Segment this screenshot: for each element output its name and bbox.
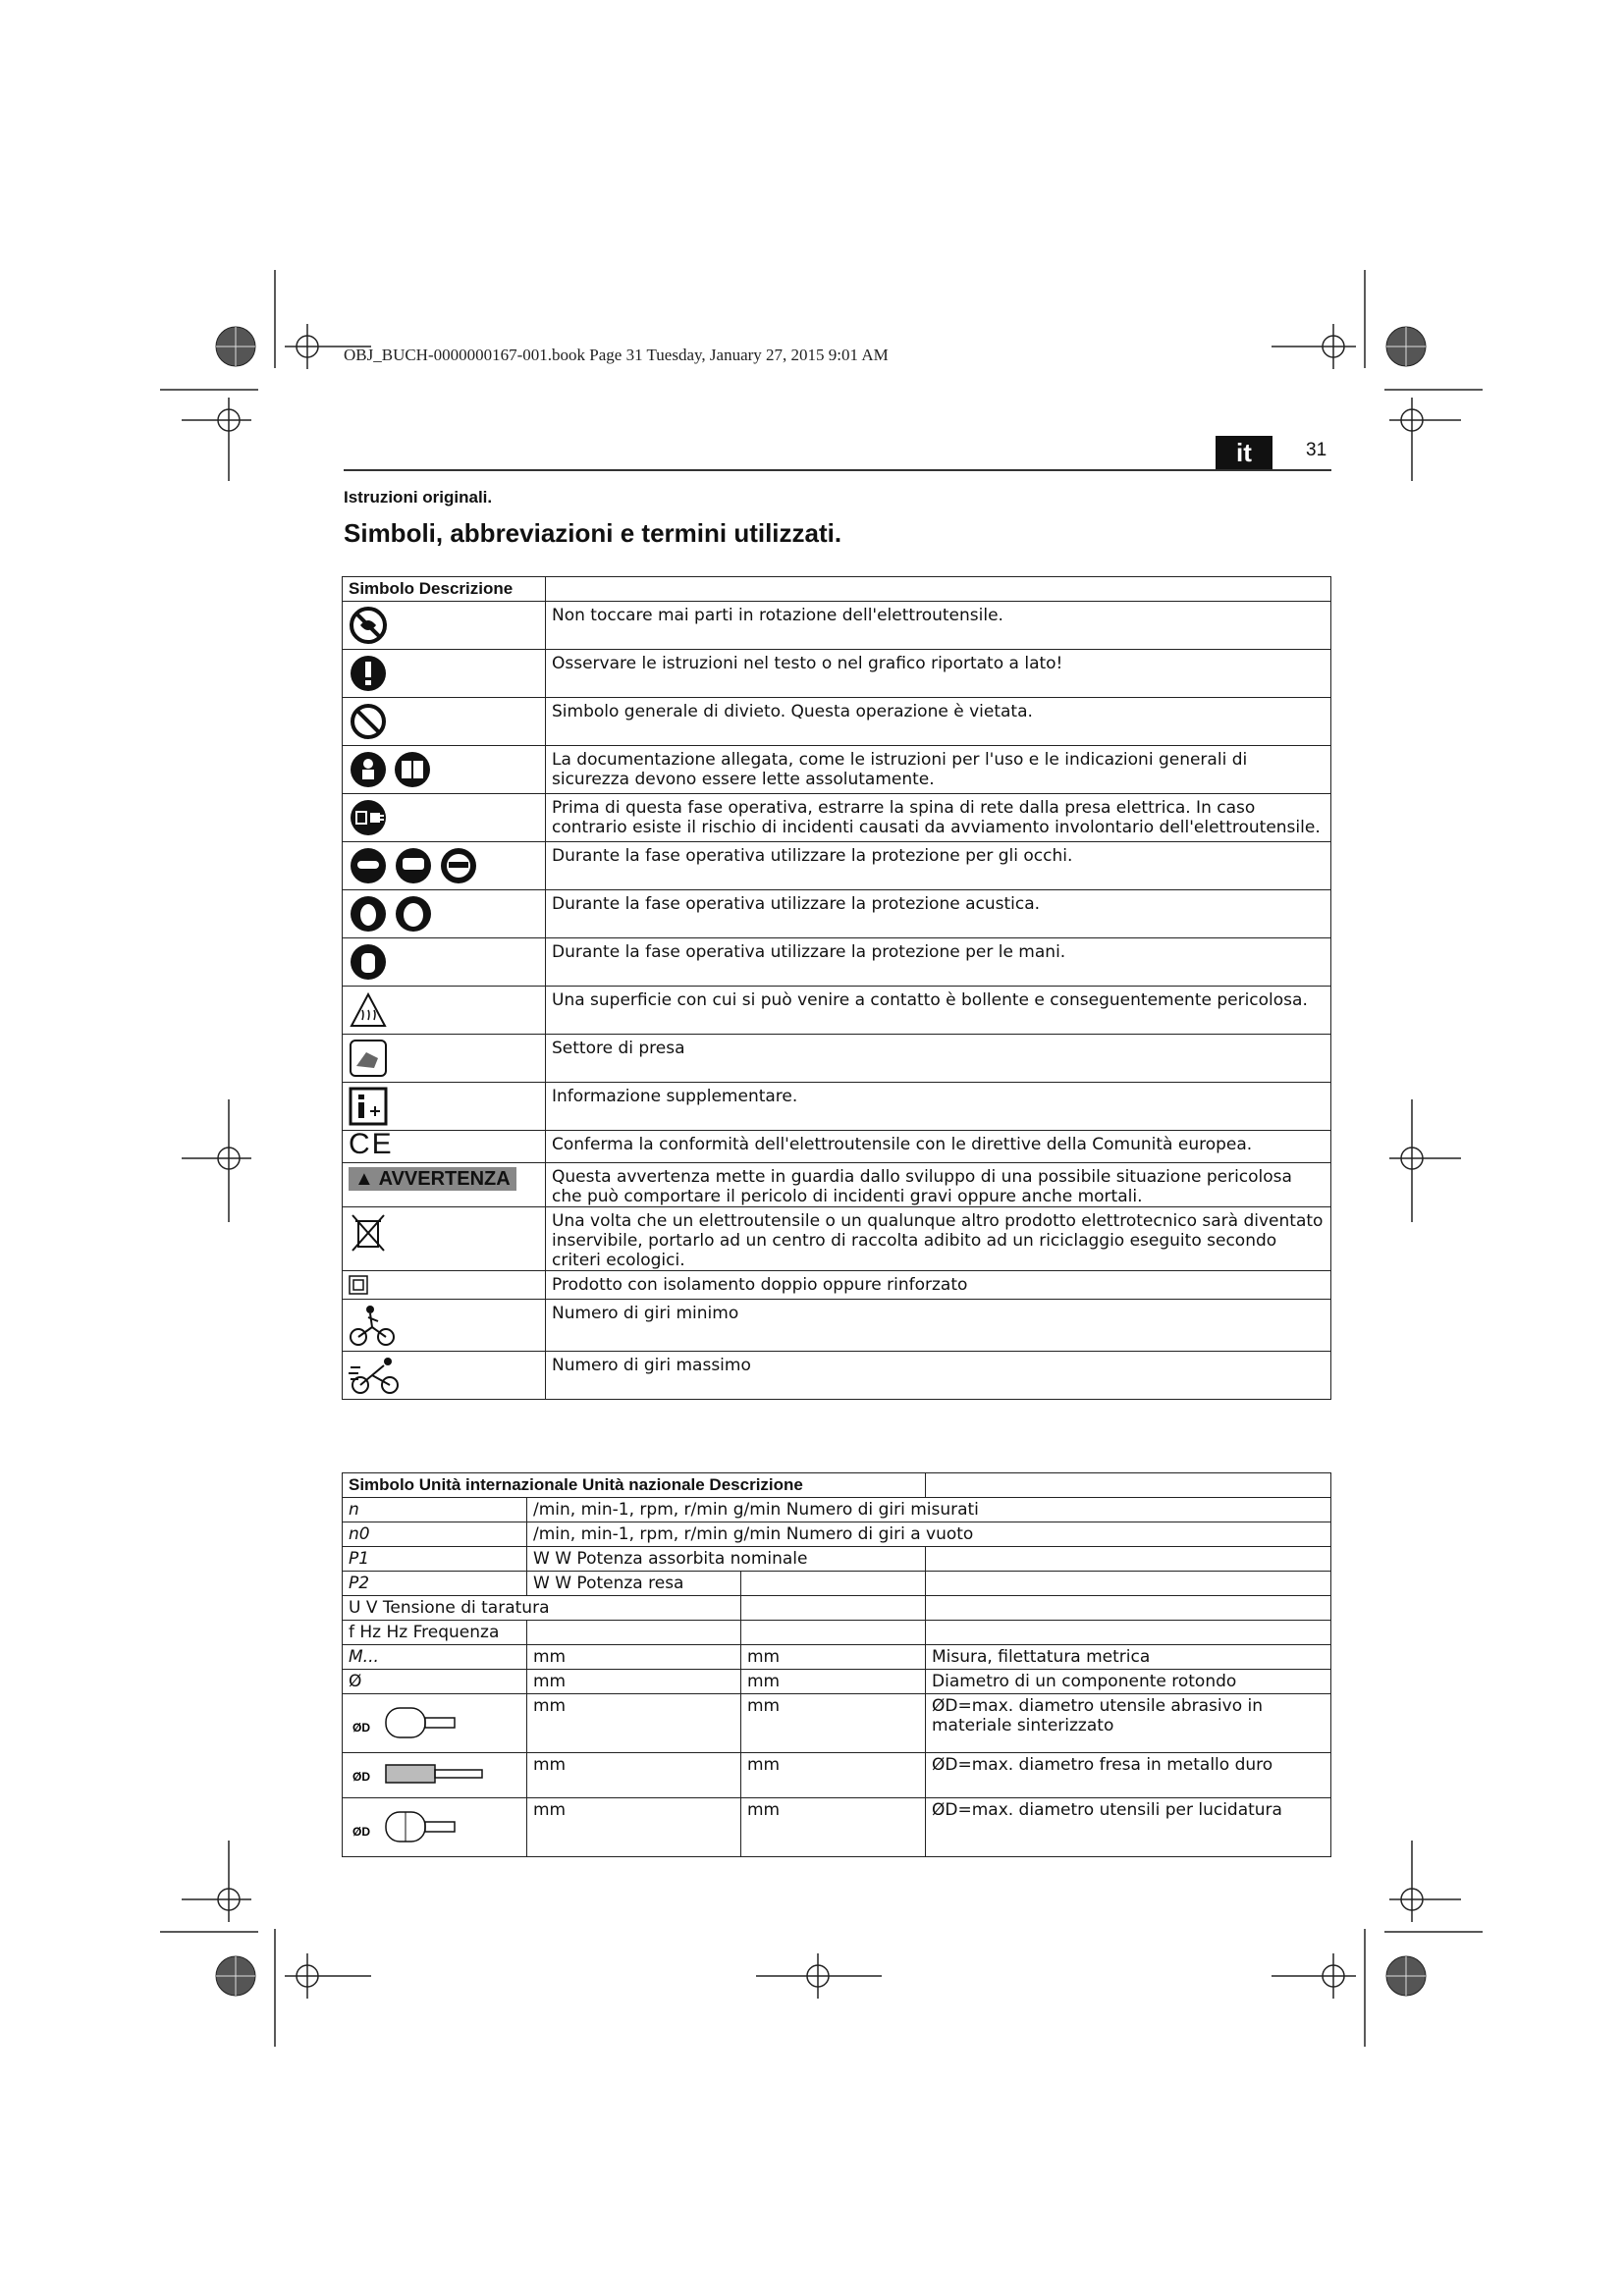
table-row [343, 1498, 1331, 1522]
row-description: Questa avvertenza mette in guardia dallo sviluppo di una possibile situazione pericolosa che può comportare il pericolo di incidenti gravi oppure anche mortali. [546, 1163, 1331, 1207]
document-subtitle: Istruzioni originali. [344, 488, 493, 507]
table-row [343, 1572, 1331, 1596]
unit-national: mm [741, 1753, 926, 1798]
unit-description: ØD=max. diametro utensili per lucidatura [926, 1798, 1331, 1857]
table-header: Simbolo Descrizione [343, 577, 546, 602]
ear-protection-icon [349, 894, 437, 934]
page-title: Simboli, abbreviazioni e termini utilizzati. [344, 518, 842, 548]
unit-national: mm [741, 1694, 926, 1753]
table-header-row [343, 1473, 1331, 1498]
grip-area-icon [349, 1039, 388, 1078]
table-row [343, 1547, 1331, 1572]
table-header: Simbolo Unità internazionale Unità nazionale Descrizione [343, 1473, 926, 1498]
prohibition-icon [349, 702, 388, 741]
unit-intl: mm [527, 1694, 741, 1753]
table-header-row [343, 577, 1331, 602]
table-row [343, 1694, 1331, 1753]
unit-symbol: U V Tensione di taratura [343, 1596, 741, 1621]
unit-cell: /min, min-1, rpm, r/min g/min Numero di giri misurati [527, 1498, 1331, 1522]
ce-mark-icon: CE [349, 1128, 394, 1160]
table-row [343, 1753, 1331, 1798]
no-touch-rotating-icon [349, 606, 388, 645]
row-description: Conferma la conformità dell'elettroutensile con le direttive della Comunità europea. [546, 1131, 1331, 1163]
unit-symbol: Ø [343, 1670, 527, 1694]
table-row [343, 1271, 1331, 1300]
unit-description: ØD=max. diametro utensile abrasivo in materiale sinterizzato [926, 1694, 1331, 1753]
warning-badge-label: AVVERTENZA [378, 1168, 511, 1190]
table-row [343, 698, 1331, 746]
table-row [343, 1163, 1331, 1207]
bike-fast-icon [349, 1356, 404, 1395]
sintered-abrasive-tool-icon [349, 1696, 457, 1745]
eye-protection-icon [349, 846, 482, 885]
table-row [343, 794, 1331, 842]
table-row [343, 890, 1331, 938]
row-description: La documentazione allegata, come le istruzioni per l'uso e le indicazioni generali di sicurezza devono essere lette assolutamente. [546, 746, 1331, 794]
table-row [343, 1352, 1331, 1400]
units-table [342, 1472, 1331, 1857]
unit-description: Diametro di un componente rotondo [926, 1670, 1331, 1694]
row-description: Una superficie con cui si può venire a contatto è bollente e conseguentemente pericolosa. [546, 987, 1331, 1035]
table-row [343, 1207, 1331, 1271]
table-row [343, 1645, 1331, 1670]
unit-symbol: P2 [343, 1572, 527, 1596]
row-description: Informazione supplementare. [546, 1083, 1331, 1131]
table-row [343, 987, 1331, 1035]
row-description: Prodotto con isolamento doppio oppure rinforzato [546, 1271, 1331, 1300]
read-manual-icon [349, 750, 437, 789]
unit-symbol: M... [343, 1645, 527, 1670]
unit-symbol: n0 [343, 1522, 527, 1547]
header-rule [344, 469, 1331, 471]
page-number: 31 [1306, 440, 1327, 460]
exclamation-icon [349, 654, 388, 693]
unplug-icon [349, 798, 388, 837]
row-description: Numero di giri massimo [546, 1352, 1331, 1400]
table-row [343, 842, 1331, 890]
row-description: Numero di giri minimo [546, 1300, 1331, 1352]
od-label: ØD [352, 1825, 370, 1839]
row-description: Durante la fase operativa utilizzare la protezione per le mani. [546, 938, 1331, 987]
row-description: Osservare le istruzioni nel testo o nel grafico riportato a lato! [546, 650, 1331, 698]
row-description: Durante la fase operativa utilizzare la protezione acustica. [546, 890, 1331, 938]
table-row [343, 938, 1331, 987]
language-badge: it [1216, 436, 1272, 469]
table-row [343, 1670, 1331, 1694]
table-row [343, 1131, 1331, 1163]
row-description: Simbolo generale di divieto. Questa operazione è vietata. [546, 698, 1331, 746]
table-row [343, 650, 1331, 698]
unit-symbol: P1 [343, 1547, 527, 1572]
unit-cell: /min, min-1, rpm, r/min g/min Numero di giri a vuoto [527, 1522, 1331, 1547]
row-description: Una volta che un elettroutensile o un qualunque altro prodotto elettrotecnico sarà diventato inservibile, portarlo ad un centro di raccolta adibito ad un riciclaggio eseguito secondo criteri ecologici. [546, 1207, 1331, 1271]
row-description: Non toccare mai parti in rotazione dell'elettroutensile. [546, 602, 1331, 650]
polishing-tool-icon [349, 1800, 457, 1849]
table-row [343, 1798, 1331, 1857]
unit-description: Misura, filettatura metrica [926, 1645, 1331, 1670]
row-description: Durante la fase operativa utilizzare la protezione per gli occhi. [546, 842, 1331, 890]
unit-symbol: f Hz Hz Frequenza [343, 1621, 527, 1645]
unit-intl: mm [527, 1753, 741, 1798]
unit-intl: mm [527, 1670, 741, 1694]
table-row [343, 746, 1331, 794]
bike-slow-icon [349, 1304, 396, 1347]
od-label: ØD [352, 1770, 370, 1784]
unit-cell: W W Potenza resa [527, 1572, 741, 1596]
unit-symbol: n [343, 1498, 527, 1522]
unit-intl: mm [527, 1798, 741, 1857]
od-label: ØD [352, 1721, 370, 1735]
row-description: Settore di presa [546, 1035, 1331, 1083]
file-info-line: OBJ_BUCH-0000000167-001.book Page 31 Tuesday, January 27, 2015 9:01 AM [344, 346, 889, 364]
table-row [343, 1300, 1331, 1352]
unit-description: ØD=max. diametro fresa in metallo duro [926, 1753, 1331, 1798]
unit-intl: mm [527, 1645, 741, 1670]
symbols-table [342, 576, 1331, 1400]
weee-bin-icon [349, 1211, 388, 1255]
table-row [343, 1522, 1331, 1547]
table-row [343, 1083, 1331, 1131]
unit-cell: W W Potenza assorbita nominale [527, 1547, 926, 1572]
unit-national: mm [741, 1798, 926, 1857]
unit-national: mm [741, 1670, 926, 1694]
hand-protection-icon [349, 942, 388, 982]
table-row [343, 1596, 1331, 1621]
info-icon [349, 1087, 388, 1126]
table-row [343, 1035, 1331, 1083]
hot-surface-icon [349, 990, 388, 1030]
row-description: Prima di questa fase operativa, estrarre la spina di rete dalla presa elettrica. In caso contrario esiste il rischio di incidenti causati da avviamento involontario dell'elettroutensile. [546, 794, 1331, 842]
warning-badge: ▲ AVVERTENZA [349, 1167, 516, 1191]
carbide-cutter-icon [349, 1755, 486, 1790]
table-row [343, 1621, 1331, 1645]
table-row [343, 602, 1331, 650]
unit-national: mm [741, 1645, 926, 1670]
double-insulation-icon [349, 1275, 368, 1295]
